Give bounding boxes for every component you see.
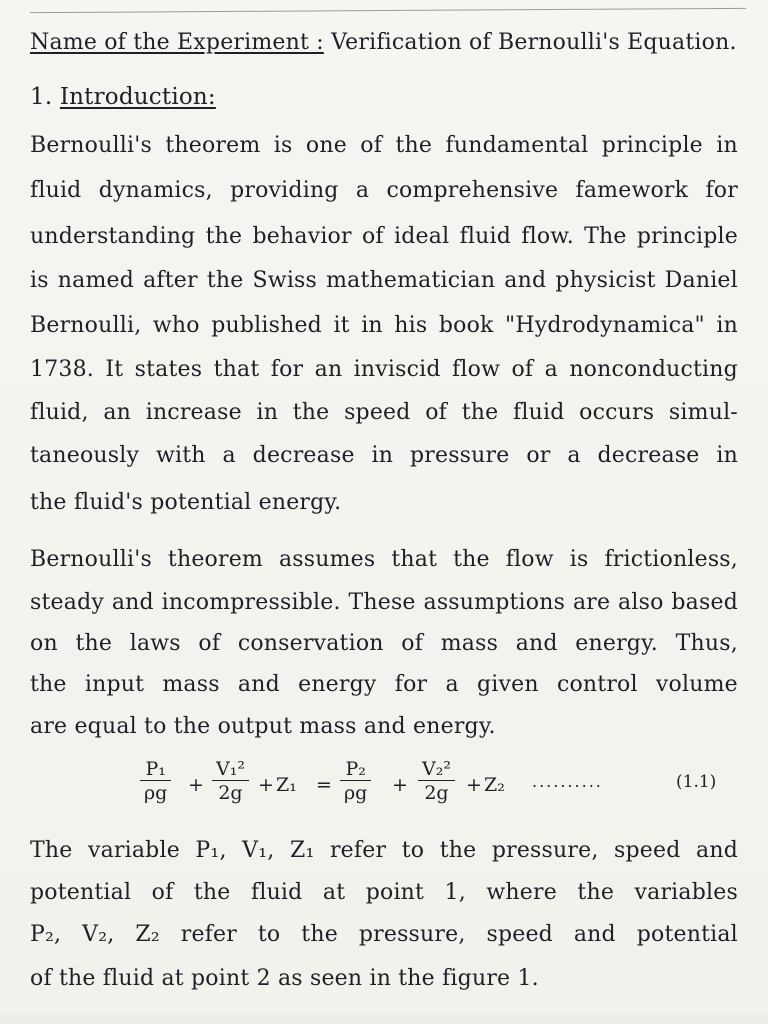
word: where [486,880,557,905]
pressure-head-1: P₁ ρg [140,758,171,805]
word: Swiss [252,268,318,293]
word: V₂, [82,922,115,947]
word: flow. [521,224,574,249]
word: incompressible. [161,590,341,615]
word: named [57,268,135,293]
word: for [270,357,304,382]
word: and [111,590,154,615]
word: and [504,268,547,293]
word: one [305,133,347,158]
word: control [556,672,638,697]
experiment-name-value: Verification of Bernoulli's Equation. [331,30,737,55]
word: the [30,672,67,697]
paragraph1-line [30,313,738,338]
word: 1738. [30,357,94,382]
word: comprehensive [386,178,559,203]
word: after [143,268,198,293]
word: decrease [597,443,700,468]
word: pressure, [491,838,599,863]
word: and [573,922,616,947]
word: speed [614,838,681,863]
section-heading [30,84,216,110]
word: P₂, [30,922,62,947]
word: theorem [165,133,261,158]
word: fundamental [445,133,589,158]
word: mathematician [326,268,496,293]
word: simul- [668,400,738,425]
word: P₁, [195,838,227,863]
word: is [30,268,49,293]
word: the [292,400,330,425]
word: input [84,672,145,697]
word: given [476,672,539,697]
word: pressure, [358,922,466,947]
elevation-2: Z₂ [484,774,505,796]
word: it [333,313,350,338]
word: behavior [252,224,352,249]
word: a [445,672,459,697]
word: fluid [513,400,565,425]
velocity-head-2: V₂² 2g [418,758,455,805]
word: that [391,547,438,572]
word: a [355,178,370,203]
word: physicist [555,268,656,293]
word: increase [145,400,242,425]
word: and [696,838,738,863]
plus-sign: + [258,774,274,796]
word: to [401,838,425,863]
word: Thus, [675,631,738,656]
word: inviscid [353,357,441,382]
word: or [526,443,551,468]
word: a [544,357,558,382]
paragraph2-line [30,590,738,615]
paragraph2-line [30,631,738,656]
plus-sign: + [466,774,482,796]
word: the [193,880,231,905]
word: a [567,443,581,468]
word: The [584,224,627,249]
word: conservation [237,631,384,656]
word: in [716,133,738,158]
word: an [103,400,132,425]
word: energy. [575,631,658,656]
word: mass [440,631,499,656]
word: and [515,631,558,656]
paragraph1-line [30,178,738,203]
page-top-rule [30,8,746,13]
word: 1, [444,880,466,905]
paragraph1-line: the fluid's potential energy. [30,490,342,515]
word: theorem [167,547,263,572]
word: are [572,590,611,615]
experiment-name-label: Name of the Experiment : [30,30,324,55]
word: for [705,178,738,203]
word: book [438,313,494,338]
word: fluid [30,178,82,203]
word: potential [30,880,132,905]
word: The [30,838,73,863]
word: of [151,880,174,905]
word: an [314,357,343,382]
equation-number: (1.1) [676,772,717,792]
word: nonconducting [569,357,738,382]
paragraph3-line [30,922,738,947]
paragraph1-line [30,268,738,293]
paragraph2-line [30,547,738,572]
word: the [395,133,433,158]
paragraph1-line [30,357,738,382]
word: understanding [30,224,196,249]
word: the [577,880,615,905]
word: of [360,133,383,158]
word: dynamics, [98,178,213,203]
word: refer [329,838,387,863]
word: principle [636,224,738,249]
word: the [75,631,113,656]
word: the [206,268,244,293]
word: refer [180,922,237,947]
word: volume [655,672,738,697]
word: at [322,880,346,905]
word: on [30,631,58,656]
paragraph1-line [30,443,738,468]
paragraph3-line: of the fluid at point 2 as seen in the figure 1. [30,966,539,991]
word: fluid [459,224,512,249]
word: point [365,880,425,905]
word: speed [344,400,411,425]
paragraph3-line [30,880,738,905]
word: of [425,400,448,425]
section-number: 1. [30,84,53,110]
paragraph1-line [30,133,738,158]
word: in [371,443,394,468]
word: and [237,672,280,697]
word: states [134,357,203,382]
word: who [152,313,200,338]
word: of [511,357,534,382]
equation-leader-dots: .......... [532,772,603,791]
paragraph1-line [30,224,738,249]
word: Z₁ [289,838,315,863]
word: of [361,224,384,249]
word: frictionless, [604,547,738,572]
word: also [618,590,664,615]
word: mass [162,672,220,697]
word: that [213,357,260,382]
word: laws [129,631,181,656]
word: Bernoulli's [30,133,152,158]
word: the [461,400,499,425]
word: with [155,443,206,468]
word: in [716,443,738,468]
word: These [348,590,416,615]
velocity-head-1: V₁² 2g [212,758,249,805]
word: famework [575,178,689,203]
equals-sign: = [316,774,332,796]
word: the [439,838,477,863]
word: the [301,922,338,947]
word: is [273,133,293,158]
word: a [222,443,236,468]
word: based [671,590,738,615]
experiment-heading [30,30,737,55]
word: fluid [250,880,303,905]
word: speed [486,922,553,947]
word: flow [452,357,501,382]
word: variables [634,880,738,905]
word: energy [298,672,377,697]
word: Daniel [664,268,738,293]
section-title: Introduction: [59,84,216,110]
word: potential [636,922,738,947]
word: "Hydrodynamica" [505,313,705,338]
word: his [394,313,428,338]
paragraph2-line: are equal to the output mass and energy. [30,714,496,739]
word: Bernoulli's [30,547,152,572]
word: of [401,631,424,656]
page-bottom-shadow [0,1010,768,1024]
word: Bernoulli, [30,313,142,338]
pressure-head-2: P₂ ρg [340,758,371,805]
word: V₁, [242,838,275,863]
word: variable [87,838,180,863]
word: fluid, [30,400,89,425]
word: pressure [409,443,510,468]
word: published [211,313,322,338]
word: the [205,224,243,249]
word: is [569,547,589,572]
word: occurs [579,400,655,425]
word: ideal [394,224,450,249]
word: taneously [30,443,140,468]
word: steady [30,590,104,615]
word: Z₂ [135,922,160,947]
word: in [256,400,279,425]
word: It [105,357,124,382]
paragraph1-line [30,400,738,425]
word: flow [505,547,554,572]
word: in [361,313,383,338]
word: principle [601,133,703,158]
elevation-1: Z₁ [276,774,297,796]
paragraph3-line [30,838,738,863]
plus-sign: + [392,774,408,796]
word: the [453,547,490,572]
word: assumes [278,547,376,572]
paragraph2-line [30,672,738,697]
word: to [257,922,281,947]
word: assumptions [423,590,566,615]
plus-sign: + [188,774,204,796]
word: in [716,313,738,338]
bernoulli-equation [140,758,740,818]
word: providing [230,178,339,203]
word: decrease [252,443,355,468]
word: of [198,631,221,656]
word: for [394,672,428,697]
